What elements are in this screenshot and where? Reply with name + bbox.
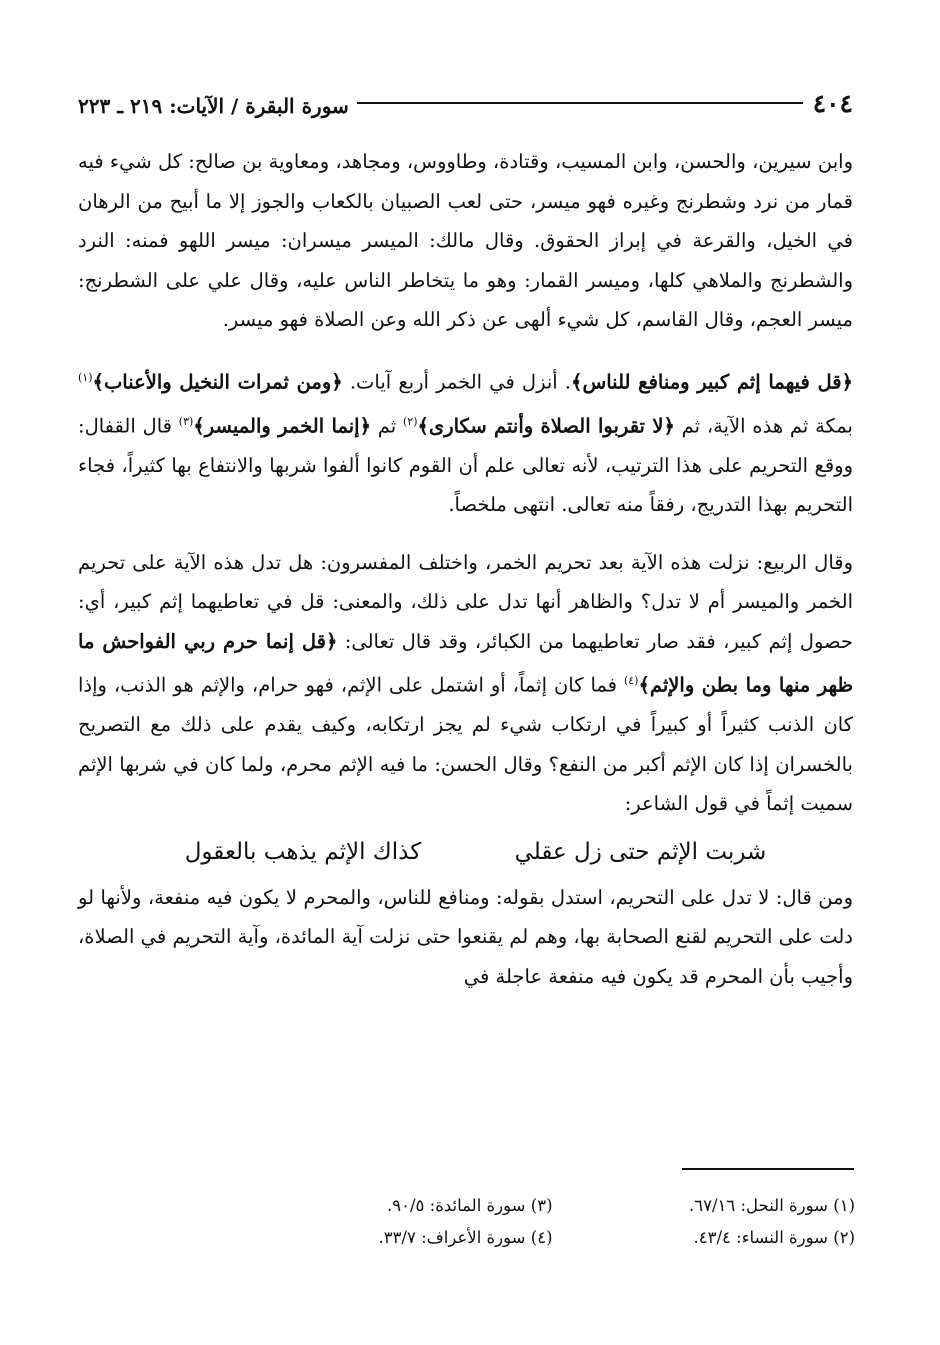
footnote-ref: (٤) xyxy=(623,674,639,687)
footnote-ref: (١) xyxy=(78,370,93,384)
poetry-verse xyxy=(138,830,813,874)
footnote-ref: (٢) xyxy=(402,414,418,428)
footnotes xyxy=(250,1192,855,1252)
text-span: وابن سيرين، والحسن، وابن المسيب، وقتادة، وطاووس، ومجاهد، ومعاوية بن صالح: كل شيء فيه قمار من نرد وشطرنج وغيره فهو ميسر، حتى لعب الصبيان بالكعاب والجوز إلا ما أبيح من الرهان في الخيل، والقرعة في إبراز الحقوق. وقال مالك: الميسر ميسران: ميسر اللهو فمنه: النرد والشطرنج والملاهي كلها، وميسر القمار: وهو ما يتخاطر الناس عليه، وقال علي على الشطرنج: ميسر العجم، وقال القاسم، كل شيء ألهى عن ذكر الله وعن الصلاة فهو ميسر. xyxy=(78,150,853,331)
text-span: قال القفال: ووقع التحريم على هذا الترتيب، لأنه تعالى علم أن القوم كانوا ألفوا شربها والانتفاع بها كثيراً، فجاء التحريم بهذا التدريج، رفقاً منه تعالى. انتهى ملخصاً. xyxy=(78,414,853,516)
footnote-1: (١) سورة النحل: ٦٧/١٦. xyxy=(688,1196,855,1215)
text-span: ثم xyxy=(371,414,403,437)
footnote-3: (٣) سورة المائدة: ٩٠/٥. xyxy=(387,1196,553,1215)
footnote-2: (٢) سورة النساء: ٤٣/٤. xyxy=(693,1228,855,1247)
quran-quote: ﴿قل إنما حرم ربي الفواحش ما ظهر منها وما بطن والإثم﴾ xyxy=(78,629,854,697)
page-body xyxy=(78,142,853,996)
quran-quote: ﴿إنما الخمر والميسر﴾ xyxy=(193,414,372,437)
header-title: سورة البقرة / الآيات: ٢١٩ ـ ٢٢٣ xyxy=(78,94,349,118)
footnote-ref: (٣) xyxy=(178,414,194,428)
paragraph-4: ومن قال: لا تدل على التحريم، استدل بقوله: ومنافع للناس، والمحرم لا يكون فيه منفعة، ولأنها لو دلت على التحريم لقنع الصحابة بها، وهم لم يقنعوا حتى نزلت آية المائدة، وآية التحريم في الصلاة، وأجيب بأن المحرم قد يكون فيه منفعة عاجلة في xyxy=(78,885,853,988)
verse-first-hemistich: شربت الإثم حتى زل عقلي xyxy=(514,838,767,865)
footnote-rule xyxy=(682,1168,854,1170)
quran-quote: ﴿ومن ثمرات النخيل والأعناب﴾ xyxy=(92,370,343,393)
text-span: فما كان إثماً، أو اشتمل على الإثم، فهو حرام، والإثم هو الذنب، وإذا كان الذنب كثيراً أو كبيراً في ارتكاب شيء لم يجز ارتكابه، وكيف يقدم على ذلك مع التصريح بالخسران إذا كان الإثم أكبر من النفع؟ وقال الحسن: ما فيه الإثم محرم، ولما كان في شربها الإثم سميت إثماً في قول الشاعر: xyxy=(78,673,853,815)
quran-quote: ﴿قل فيهما إثم كبير ومنافع للناس﴾ xyxy=(571,370,854,393)
paragraph-3 xyxy=(78,543,853,824)
paragraph-1 xyxy=(78,142,853,340)
text-span: . أنزل في الخمر أربع آيات. xyxy=(342,370,572,393)
text-span: بمكة ثم هذه الآية، ثم xyxy=(674,414,853,437)
quran-quote: ﴿لا تقربوا الصلاة وأنتم سكارى﴾ xyxy=(417,414,675,437)
running-header xyxy=(78,78,853,118)
verse-second-hemistich: كذاك الإثم يذهب بالعقول xyxy=(184,838,422,865)
paragraph-2 xyxy=(78,358,853,525)
text-span: وقال الربيع: نزلت هذه الآية بعد تحريم الخمر، واختلف المفسرون: هل تدل هذه الآية على تحريم الخمر والميسر أم لا تدل؟ والظاهر أنها تدل على ذلك، والمعنى: قل في تعاطيهما إثم كبير، أي: حصول إثم كبير، فقد صار تعاطيهما من الكبائر، وقد قال تعالى: xyxy=(78,550,853,653)
footnote-4: (٤) سورة الأعراف: ٣٣/٧. xyxy=(378,1228,553,1247)
page-number: ٤٠٤ xyxy=(812,89,853,118)
header-rule xyxy=(357,102,803,104)
